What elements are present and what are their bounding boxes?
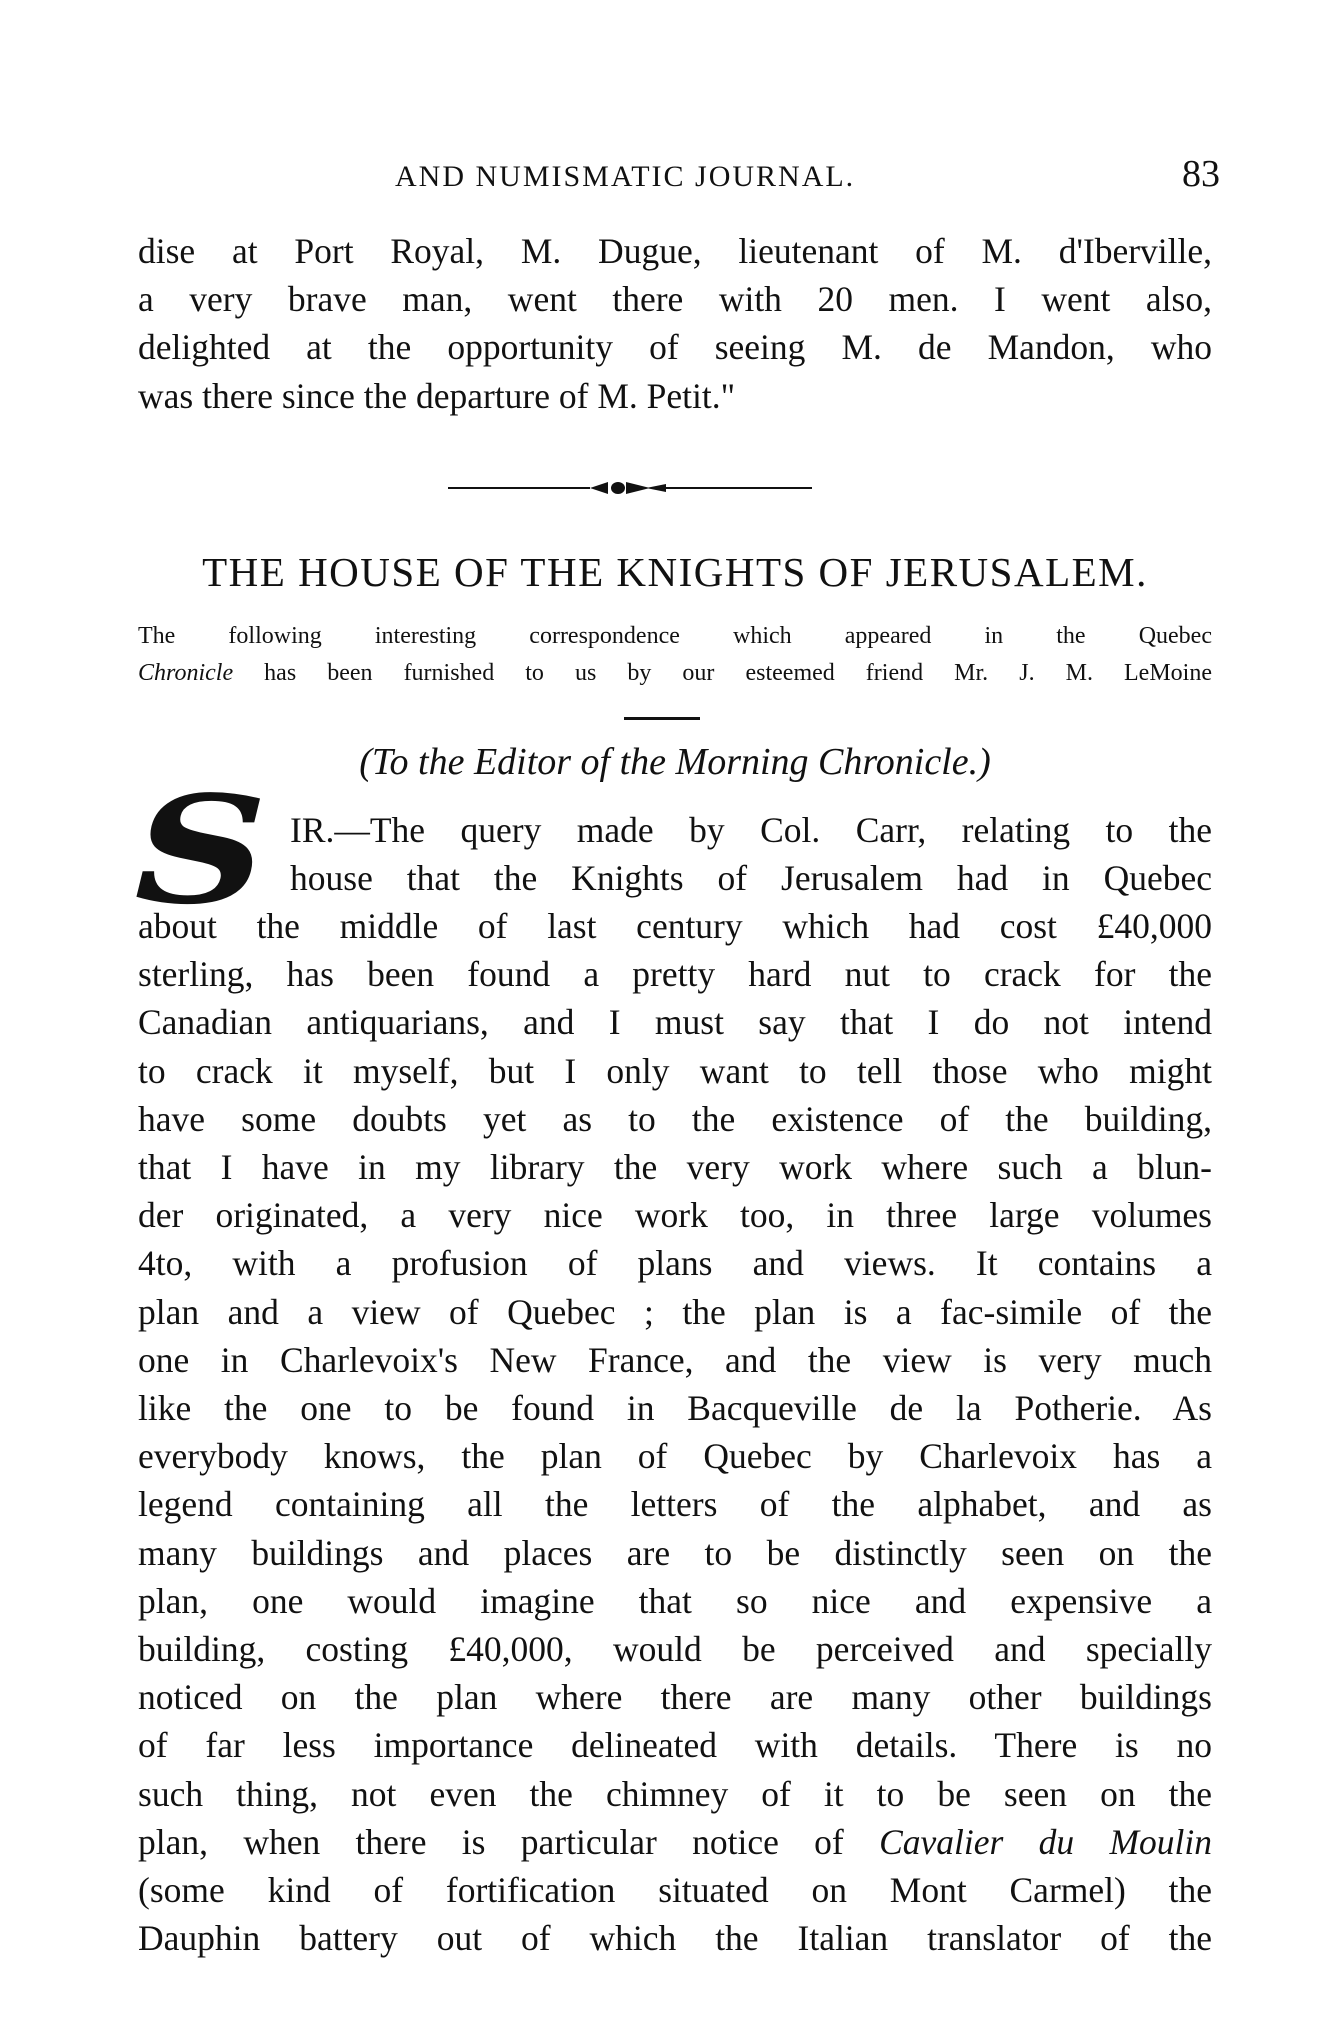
text-line: plan, one would imagine that so nice and expensive a <box>138 1580 1212 1621</box>
italic-place-name: Cavalier du Moulin <box>879 1821 1213 1862</box>
text-line: was there since the departure of M. Petit." <box>138 375 736 416</box>
text-line: Canadian antiquarians, and I must say that I do not intend <box>138 1002 1212 1043</box>
text-line: sterling, has been found a pretty hard nut to crack for the <box>138 954 1212 995</box>
running-title: AND NUMISMATIC JOURNAL. <box>395 160 856 193</box>
text-line: 4to, with a profusion of plans and views. It contains a <box>138 1243 1212 1284</box>
text-line: der originated, a very nice work too, in three large volumes <box>138 1195 1212 1236</box>
text-line: building, costing £40,000, would be perceived and specially <box>138 1629 1212 1670</box>
text-line: Dauphin battery out of which the Italian translator of the <box>138 1918 1212 1959</box>
text-line: of far less importance delineated with details. There is no <box>138 1725 1212 1766</box>
text-line: legend containing all the letters of the alphabet, and as <box>138 1484 1212 1525</box>
text-line: such thing, not even the chimney of it to be seen on the <box>138 1773 1212 1814</box>
text-line: like the one to be found in Bacqueville de la Potherie. As <box>138 1388 1212 1429</box>
section-intro-note <box>138 618 1212 692</box>
text-line: to crack it myself, but I only want to tell those who might <box>138 1050 1212 1091</box>
section-heading: THE HOUSE OF THE KNIGHTS OF JERUSALEM. <box>202 549 1148 595</box>
text-line: one in Charlevoix's New France, and the view is very much <box>138 1339 1212 1380</box>
drop-cap <box>134 763 284 937</box>
short-rule <box>624 717 700 720</box>
letter-body <box>138 902 1212 1962</box>
text-line: many buildings and places are to be distinctly seen on the <box>138 1532 1212 1573</box>
intro-line <box>138 655 1212 692</box>
page-number: 83 <box>1182 153 1220 195</box>
intro-line: The following interesting correspondence which appeared in the Quebec <box>138 623 1212 649</box>
running-header <box>140 150 1220 210</box>
text-line <box>138 1818 1212 1866</box>
intro-line-rest: has been furnished to us by our esteemed friend Mr. J. M. LeMoine <box>233 660 1212 686</box>
text-line: that I have in my library the very work where such a blun- <box>138 1147 1212 1188</box>
text-line: have some doubts yet as to the existence of the building, <box>138 1098 1212 1139</box>
previous-section-text <box>138 227 1212 420</box>
drop-cap-letter: S <box>134 763 268 937</box>
text-line: plan and a view of Quebec ; the plan is a fac-simile of the <box>138 1291 1212 1332</box>
text-line: IR.—The query made by Col. Carr, relating to the <box>290 810 1212 850</box>
text-line: a very brave man, went there with 20 men. I went also, <box>138 279 1212 320</box>
newspaper-title: Chronicle <box>138 660 234 686</box>
section-divider-ornament <box>440 478 820 498</box>
text-line: delighted at the opportunity of seeing M. de Mandon, who <box>138 327 1212 368</box>
letter-opening <box>290 806 1212 902</box>
text-line: house that the Knights of Jerusalem had in Quebec <box>290 858 1212 899</box>
text-line: about the middle of last century which had cost £40,000 <box>138 906 1212 946</box>
text-line: noticed on the plan where there are many other buildings <box>138 1677 1212 1718</box>
text-line: dise at Port Royal, M. Dugue, lieutenant of M. d'Iberville, <box>138 231 1212 271</box>
text-line: (some kind of fortification situated on Mont Carmel) the <box>138 1870 1212 1911</box>
text-line: everybody knows, the plan of Quebec by Charlevoix has a <box>138 1436 1212 1477</box>
text-segment: plan, when there is particular notice of <box>138 1821 880 1862</box>
letter-addressee: (To the Editor of the Morning Chronicle.) <box>359 741 991 783</box>
